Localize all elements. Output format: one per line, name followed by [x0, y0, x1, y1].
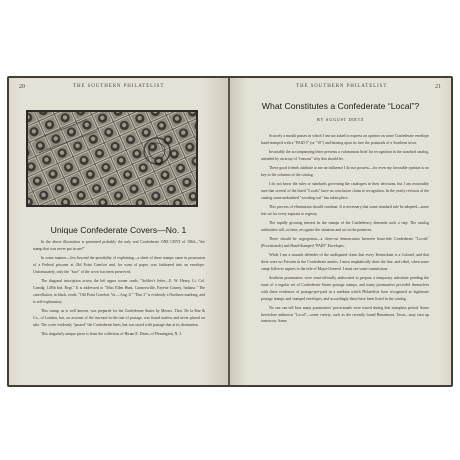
- article-body: [33, 239, 205, 340]
- stamp-sheet-envelope-image: [27, 111, 197, 206]
- paragraph: There should be segregation—a clear-cut demarcation between bona-fide Confederate "Locals" (Provisionals) and Hand-Stamped "PAID" Envelopes.: [261, 236, 429, 248]
- open-book-spread: [7, 76, 453, 387]
- running-head: THE SOUTHERN PHILATELIST: [73, 84, 165, 89]
- paragraph: The diagonal inscription across the left upper corner reads, "Soldier's letter—E. W. Henry, Lt. Col. Comdg. 128th Ind. Regt." It is addressed to "Miss Ellen Hunt, Connersville, Fayette County, Indiana." The cancellation, in black, reads, "Old Point Comfort, Va.—Aug. 6." "Due 3" is evidently a Northern marking, and is self-explanatory.: [33, 278, 205, 304]
- paragraph: This singularly unique piece is from the collection of Hiram E. Deats, of Flemington, N. J.: [41, 331, 182, 336]
- paragraph: Scarcely a month passes in which I am not asked to express an opinion on some Confederate envelope hand-stamped with a "PAID 5" (or "10") and bearing upon its face the postmark of a Southern town.: [261, 134, 429, 145]
- paragraph: This process of elimination should continue. It is necessary that some standard rule be adopted—some test set for every aspirant to registry.: [261, 204, 429, 216]
- paragraph: These good friends attribute to me an influence I do not possess—for even my favorable opinion is no key to the columns of the catalog.: [261, 166, 429, 177]
- article-title: What Constitutes a Confederate “Local”?: [261, 101, 420, 111]
- stamp-cover-illustration: [26, 110, 198, 207]
- left-page: [9, 78, 228, 385]
- right-page: [230, 78, 451, 385]
- page-number: 20: [19, 84, 25, 90]
- page-number: 21: [435, 84, 441, 90]
- paragraph: I do not know the rules or standards governing the catalogers in their decisions, but I am reasonably sure that several of the listed "Locals" have no conclusive claim to recognition. In the yearly revision of the catalog some undoubted "wooding-out" has taken place.: [261, 182, 429, 200]
- running-head: THE SOUTHERN PHILATELIST: [296, 84, 388, 89]
- paragraph: Southern postmasters were semi-officially authorized to prepare a temporary substitute pending the issue of a regular set of Confederate States postage stamps, and many postmasters provided themselves with these evidences of postage-pre-paid in a medium which Philatelists have recognized as legitimate postage stamps and stamped envelopes, and accordingly these have been listed in the catalog.: [261, 275, 429, 301]
- paragraph: The rapidly growing interest in the stamps of the Confederacy demands such a step. The catalog authorities will, in time, recognize the situation and act in the premises.: [261, 220, 429, 232]
- paragraph: This stamp, as is well known, was prepared for the Confederate States by Messrs. Thos. De la Rue & Co., of London, but, on account of the increase in the rate of postage, was found useless and never placed on sale. The cover evidently "passed" the Confederate lines, but was taxed with postage due at its destination.: [33, 308, 205, 327]
- paragraph: Invariably the accompanying letter presents a voluminous brief for recognition in the standard catalog, attended by an array of "reasons" why this should be.: [261, 150, 429, 161]
- paragraph: In some manner—few beyond the possibility of explaining—a sheet of these stamps came in possession of a Federal prisoner at Old Point Comfort and, for want of paper, was fashioned into an envelope. Unfortunately, only the "face" of the cover has been preserved.: [33, 256, 205, 274]
- paragraph: While I am a staunch defender of the undisputed claim that every Kentuckian is a Colonel, and that there were no Privates in the Confederate armies, I most emphatically draw the line, and rebel, when some camp-follower aspires to the title of Major-General. I must see some commission.: [261, 252, 429, 271]
- article-title: Unique Confederate Covers—No. 1: [50, 225, 187, 235]
- article-body: [261, 133, 429, 328]
- paragraph: In the above illustration is presented probably the only real Confederate ONE CENT of 1864—"the stamp that was never put in use!": [33, 240, 205, 251]
- paragraph: No one can tell how many postmasters' provisionals were issued during that stampless period. Some heretofore unknown "Local"—some variety, such as the recently found Benaimont, Texas—may turn up tomorrow. Some: [261, 305, 429, 324]
- author-byline: BY AUGUST DIETZ: [316, 117, 365, 122]
